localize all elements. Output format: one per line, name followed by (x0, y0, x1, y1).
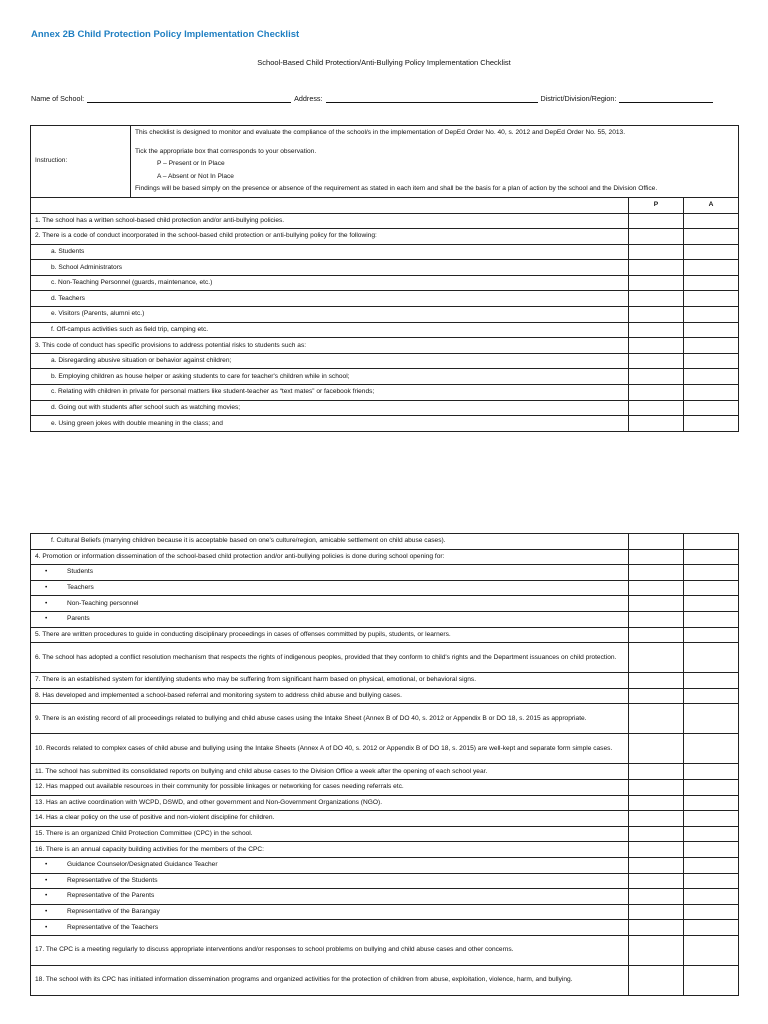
checkbox-present[interactable] (629, 779, 684, 795)
bullet-icon: • (45, 568, 48, 576)
checkbox-present[interactable] (629, 857, 684, 873)
checklist-item-text (31, 369, 629, 385)
checklist-row (31, 842, 739, 858)
checkbox-present[interactable] (629, 369, 684, 385)
checkbox-present[interactable] (629, 580, 684, 596)
checkbox-present[interactable] (629, 229, 684, 245)
checkbox-present[interactable] (629, 534, 684, 550)
checklist-row (31, 416, 739, 432)
checklist-row (31, 857, 739, 873)
item-label: 12. Has mapped out available resources in their community for possible linkages or networking for cases needing referrals etc. (35, 783, 404, 791)
checkbox-absent[interactable] (684, 688, 739, 704)
checklist-row (31, 580, 739, 596)
checklist-item-text (31, 688, 629, 704)
checklist-item-text (31, 260, 629, 276)
checkbox-present[interactable] (629, 842, 684, 858)
checklist-item-text (31, 213, 629, 229)
checklist-item-text (31, 734, 629, 764)
checkbox-absent[interactable] (684, 643, 739, 673)
checkbox-present[interactable] (629, 704, 684, 734)
checklist-item-text (31, 795, 629, 811)
item-label: 5. There are written procedures to guide in conducting disciplinary proceedings in cases of offenses committed by pupils, students, or learners. (35, 630, 451, 638)
checklist-row (31, 229, 739, 245)
checklist-item-text (31, 627, 629, 643)
checklist-row (31, 213, 739, 229)
checklist-item-text (31, 965, 629, 995)
checkbox-absent[interactable] (684, 534, 739, 550)
item-label: 16. There is an annual capacity building activities for the members of the CPC: (35, 845, 264, 853)
item-label: d. Teachers (51, 294, 85, 302)
checklist-item-text (31, 291, 629, 307)
checklist-item-text (31, 244, 629, 260)
item-label: 4. Promotion or information dissemination of the school-based child protection and/or anti-bullying policies is done during school opening for: (35, 552, 445, 560)
checklist-row (31, 260, 739, 276)
checkbox-present[interactable] (629, 244, 684, 260)
checkbox-present[interactable] (629, 873, 684, 889)
checkbox-present[interactable] (629, 811, 684, 827)
checklist-row (31, 673, 739, 689)
instruction-line: A – Absent or Not In Place (157, 172, 234, 180)
checklist-item-text (31, 549, 629, 565)
item-label: f. Off-campus activities such as field trip, camping etc. (51, 325, 209, 333)
checklist-table-page2 (30, 533, 739, 996)
checklist-row (31, 627, 739, 643)
bullet-icon: • (45, 892, 48, 900)
checklist-item-text (31, 935, 629, 965)
bullet-icon: • (45, 907, 48, 915)
checkbox-present[interactable] (629, 611, 684, 627)
checklist-row (31, 291, 739, 307)
item-label: b. Employing children as house helper or asking students to care for teacher's children while in school; (51, 372, 350, 380)
item-label: e. Visitors (Parents, alumni etc.) (51, 310, 145, 318)
checklist-row (31, 795, 739, 811)
bullet-icon: • (45, 615, 48, 623)
checkbox-present[interactable] (629, 275, 684, 291)
checkbox-absent[interactable] (684, 734, 739, 764)
checkbox-absent[interactable] (684, 811, 739, 827)
checkbox-absent[interactable] (684, 385, 739, 401)
item-label: Representative of the Teachers (67, 923, 159, 931)
district-label: District/Division/Region: (540, 94, 617, 103)
checkbox-absent[interactable] (684, 260, 739, 276)
checklist-item-text (31, 322, 629, 338)
instruction-line: Findings will be based simply on the presence or absence of the requirement as stated in each item and shall be the basis for a plan of action by the school and the Division Office. (135, 185, 658, 192)
checklist-item-text (31, 811, 629, 827)
item-label: 13. Has an active coordination with WCPD, DSWD, and other government and Non-Government Organizations (NGO). (35, 798, 383, 806)
checklist-item-text (31, 673, 629, 689)
item-label: 8. Has developed and implemented a school-based referral and monitoring system to address child abuse and bullying cases. (35, 692, 402, 700)
item-label: Representative of the Parents (67, 892, 155, 900)
checkbox-absent[interactable] (684, 795, 739, 811)
checkbox-present[interactable] (629, 322, 684, 338)
item-label: 11. The school has submitted its consolidated reports on bullying and child abuse cases to the Division Office a week after the opening of each school year. (35, 767, 488, 775)
checklist-item-text (31, 307, 629, 323)
column-header-row (31, 197, 739, 213)
checklist-row (31, 338, 739, 354)
instruction-line: This checklist is designed to monitor and evaluate the compliance of the school/s in the implementation of DepEd Order No. 40, s. 2012 and DepEd Order No. 55, 2013. (135, 129, 626, 136)
checkbox-present[interactable] (629, 688, 684, 704)
checkbox-present[interactable] (629, 643, 684, 673)
checklist-row (31, 611, 739, 627)
checklist-row (31, 811, 739, 827)
checkbox-absent[interactable] (684, 213, 739, 229)
checklist-item-text (31, 842, 629, 858)
item-label: 10. Records related to complex cases of child abuse and bullying using the Intake Sheets (Annex A of DO 40, s. 2012 or Appendix B of DO 18, s. 2015) are well-kept and separate form simple cases. (35, 744, 613, 752)
checkbox-absent[interactable] (684, 275, 739, 291)
checkbox-absent[interactable] (684, 244, 739, 260)
item-label: 17. The CPC is a meeting regularly to discuss appropriate interventions and/or responses to school problems on bullying and child abuse cases and other concerns. (35, 946, 514, 954)
checklist-item-text (31, 764, 629, 780)
checklist-row (31, 779, 739, 795)
school-name-field[interactable] (87, 94, 291, 103)
checkbox-present[interactable] (629, 764, 684, 780)
checkbox-present[interactable] (629, 795, 684, 811)
checklist-subtitle: School-Based Child Protection/Anti-Bullying Policy Implementation Checklist (257, 58, 511, 67)
checkbox-absent[interactable] (684, 889, 739, 905)
bullet-icon: • (45, 923, 48, 931)
checkbox-present[interactable] (629, 400, 684, 416)
item-label: b. School Administrators (51, 263, 123, 271)
checklist-row (31, 534, 739, 550)
checklist-item-text (31, 353, 629, 369)
item-label: 15. There is an organized Child Protection Committee (CPC) in the school. (35, 830, 253, 838)
checkbox-absent[interactable] (684, 842, 739, 858)
checkbox-absent[interactable] (684, 611, 739, 627)
checklist-row (31, 322, 739, 338)
item-label: c. Non-Teaching Personnel (guards, maintenance, etc.) (51, 279, 213, 287)
checkbox-present[interactable] (629, 673, 684, 689)
item-label: Non-Teaching personnel (67, 599, 139, 607)
checkbox-absent[interactable] (684, 935, 739, 965)
checkbox-absent[interactable] (684, 965, 739, 995)
checkbox-present[interactable] (629, 596, 684, 612)
checklist-row (31, 904, 739, 920)
checklist-row (31, 764, 739, 780)
item-label: 1. The school has a written school-based child protection and/or anti-bullying policies. (35, 216, 285, 224)
checklist-row (31, 400, 739, 416)
checkbox-absent[interactable] (684, 416, 739, 432)
item-label: a. Students (51, 247, 85, 255)
checklist-row (31, 353, 739, 369)
checkbox-present[interactable] (629, 385, 684, 401)
checklist-row (31, 873, 739, 889)
checklist-row (31, 385, 739, 401)
bullet-icon: • (45, 584, 48, 592)
checkbox-present[interactable] (629, 904, 684, 920)
school-info-fields (31, 94, 740, 103)
checkbox-absent[interactable] (684, 857, 739, 873)
checkbox-absent[interactable] (684, 400, 739, 416)
item-label: 9. There is an existing record of all proceedings related to bullying and child abuse cases using the Intake Sheet (Annex B of DO 40, s. 2012 or Appendix B or DO 18, s. 2015 as appropriate. (35, 714, 587, 722)
column-header-present: P (629, 197, 684, 213)
checkbox-present[interactable] (629, 889, 684, 905)
checklist-row (31, 826, 739, 842)
checkbox-absent[interactable] (684, 369, 739, 385)
checkbox-present[interactable] (629, 353, 684, 369)
checklist-row (31, 596, 739, 612)
checklist-row (31, 734, 739, 764)
checkbox-present[interactable] (629, 291, 684, 307)
checklist-item-text (31, 704, 629, 734)
instruction-line: Tick the appropriate box that corresponds to your observation. (135, 147, 317, 155)
column-header-absent: A (684, 197, 739, 213)
checklist-row (31, 565, 739, 581)
checkbox-present[interactable] (629, 338, 684, 354)
checklist-row (31, 244, 739, 260)
checklist-item-text (31, 416, 629, 432)
checkbox-present[interactable] (629, 965, 684, 995)
item-label: Parents (67, 615, 90, 623)
item-label: 2. There is a code of conduct incorporated in the school-based child protection or anti-bullying policy for the following: (35, 232, 377, 240)
checklist-item-text (31, 904, 629, 920)
checkbox-present[interactable] (629, 260, 684, 276)
checklist-row (31, 889, 739, 905)
checklist-item-text (31, 534, 629, 550)
item-label: f. Cultural Beliefs (marrying children because it is acceptable based on one's culture/region, amicable settlement on child abuse cases). (51, 537, 446, 545)
checklist-row (31, 307, 739, 323)
checklist-row (31, 965, 739, 995)
item-label: Teachers (67, 584, 94, 592)
checklist-row (31, 549, 739, 565)
checkbox-present[interactable] (629, 920, 684, 936)
checkbox-present[interactable] (629, 213, 684, 229)
instruction-label: Instruction: (31, 126, 131, 198)
item-label: c. Relating with children in private for personal matters like student-teacher as “text mates” or facebook friends; (51, 388, 375, 396)
checkbox-absent[interactable] (684, 596, 739, 612)
checkbox-absent[interactable] (684, 920, 739, 936)
checklist-item-text (31, 920, 629, 936)
checkbox-present[interactable] (629, 307, 684, 323)
item-label: d. Going out with students after school such as watching movies; (51, 403, 241, 411)
checkbox-absent[interactable] (684, 673, 739, 689)
checklist-row (31, 369, 739, 385)
checklist-row (31, 643, 739, 673)
checklist-row (31, 935, 739, 965)
checkbox-present[interactable] (629, 565, 684, 581)
checklist-item-text (31, 596, 629, 612)
address-field[interactable] (326, 94, 538, 103)
checkbox-absent[interactable] (684, 627, 739, 643)
checklist-item-text (31, 889, 629, 905)
item-label: a. Disregarding abusive situation or behavior against children; (51, 357, 232, 365)
checklist-item-text (31, 580, 629, 596)
checkbox-present[interactable] (629, 935, 684, 965)
checklist-row (31, 920, 739, 936)
bullet-icon: • (45, 876, 48, 884)
item-label: e. Using green jokes with double meaning in the class; and (51, 419, 223, 427)
checklist-item-text (31, 873, 629, 889)
checklist-item-text (31, 826, 629, 842)
item-label: Guidance Counselor/Designated Guidance Teacher (67, 861, 218, 869)
item-label: 14. Has a clear policy on the use of positive and non-violent discipline for children. (35, 814, 275, 822)
checklist-item-text (31, 400, 629, 416)
item-label: 18. The school with its CPC has initiated information dissemination programs and organized activities for the protection of children from abuse, exploitation, violence, harm, and bullying. (35, 976, 573, 984)
checklist-item-text (31, 229, 629, 245)
checkbox-present[interactable] (629, 826, 684, 842)
item-label: Representative of the Barangay (67, 907, 160, 915)
checkbox-absent[interactable] (684, 338, 739, 354)
bullet-icon: • (45, 861, 48, 869)
checklist-item-text (31, 275, 629, 291)
checkbox-absent[interactable] (684, 353, 739, 369)
checklist-item-text (31, 338, 629, 354)
checklist-table-page1 (30, 125, 739, 432)
address-label: Address: (294, 94, 323, 103)
checkbox-absent[interactable] (684, 580, 739, 596)
checkbox-present[interactable] (629, 734, 684, 764)
checklist-item-text (31, 779, 629, 795)
school-name-label: Name of School: (31, 94, 85, 103)
checkbox-present[interactable] (629, 416, 684, 432)
checklist-item-text (31, 565, 629, 581)
checklist-item-text (31, 611, 629, 627)
item-label: 3. This code of conduct has specific provisions to address potential risks to students such as: (35, 341, 307, 349)
checkbox-present[interactable] (629, 549, 684, 565)
annex-title: Annex 2B Child Protection Policy Implementation Checklist (31, 29, 300, 40)
checkbox-present[interactable] (629, 627, 684, 643)
item-label: 7. There is an established system for identifying students who may be suffering from significant harm based on physical, emotional, or behavioral signs. (35, 676, 477, 684)
checklist-item-text (31, 643, 629, 673)
instruction-line: P – Present or In Place (157, 160, 225, 167)
checklist-row (31, 275, 739, 291)
checkbox-absent[interactable] (684, 307, 739, 323)
checkbox-absent[interactable] (684, 904, 739, 920)
bullet-icon: • (45, 599, 48, 607)
instruction-row (31, 126, 739, 198)
checkbox-absent[interactable] (684, 229, 739, 245)
checklist-row (31, 704, 739, 734)
checkbox-absent[interactable] (684, 764, 739, 780)
instruction-text (131, 126, 739, 198)
checkbox-absent[interactable] (684, 549, 739, 565)
district-field[interactable] (619, 94, 713, 103)
checkbox-absent[interactable] (684, 779, 739, 795)
item-label: 6. The school has adopted a conflict resolution mechanism that respects the rights of indigenous peoples, provided that they conform to child's rights and the Department issuances on child protection. (35, 653, 617, 661)
checklist-item-text (31, 385, 629, 401)
checkbox-absent[interactable] (684, 826, 739, 842)
checkbox-absent[interactable] (684, 565, 739, 581)
checkbox-absent[interactable] (684, 291, 739, 307)
checklist-item-text (31, 857, 629, 873)
item-label: Students (67, 568, 94, 576)
checkbox-absent[interactable] (684, 873, 739, 889)
checklist-row (31, 688, 739, 704)
checkbox-absent[interactable] (684, 704, 739, 734)
checkbox-absent[interactable] (684, 322, 739, 338)
item-label: Representative of the Students (67, 876, 158, 884)
